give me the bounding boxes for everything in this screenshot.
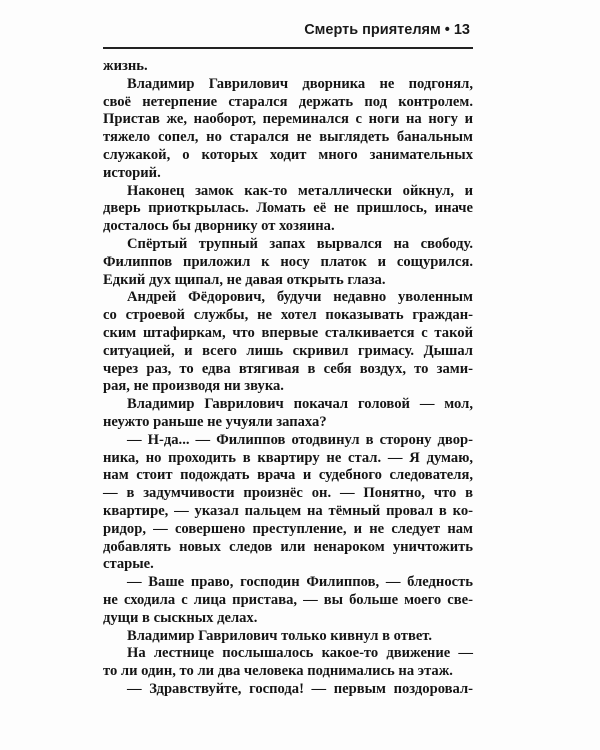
header-rule — [103, 47, 473, 49]
text-line: историй. — [103, 164, 161, 181]
text-line: через раз, то едва втягивая в себя воздух, то зами- — [103, 360, 473, 377]
text-line: жизнь. — [103, 58, 148, 74]
text-line: Владимир Гаврилович покачал головой — мол, — [127, 396, 473, 413]
text-line: Владимир Гаврилович дворника не подгонял, — [127, 75, 473, 92]
text-line: — Здравствуйте, господа! — первым поздоровал- — [127, 680, 473, 697]
text-line: добавлять новых следов или ненароком уничтожить — [103, 538, 473, 555]
text-line: неужто раньше не учуяли запаха? — [103, 413, 327, 430]
text-line: рая, не производя ни звука. — [103, 378, 284, 395]
text-line: Спёртый трупный запах вырвался на свободу. — [127, 235, 473, 252]
text-line: Владимир Гаврилович только кивнул в ответ. — [127, 627, 433, 644]
text-line: досталось бы дворнику от хозяина. — [103, 218, 335, 235]
text-line: дущи в сыскных делах. — [103, 609, 258, 626]
text-line: квартире, — указал пальцем на тёмный провал в ко- — [103, 502, 473, 519]
text-line: ситуацией, и всего лишь скривил гримасу. Дышал — [103, 342, 473, 359]
text-line: Едкий дух щипал, не давая открыть глаза. — [103, 271, 386, 288]
text-line: тяжело сопел, но старался не выглядеть банальным — [103, 129, 473, 146]
text-line: ским штафиркам, что впервые сталкивается с такой — [103, 324, 473, 341]
text-line: то ли один, то ли два человека поднимались на этаж. — [103, 663, 453, 680]
text-line: дверь приоткрылась. Ломать её не пришлось, иначе — [103, 200, 473, 217]
text-line: — Ваше право, господин Филиппов, — бледность — [127, 574, 473, 591]
text-line: На лестнице послышалось какое-то движение — — [127, 645, 473, 662]
text-line: Наконец замок как-то металлически ойкнул, и — [127, 182, 473, 199]
text-line: своё нетерпение старался держать под контролем. — [103, 93, 473, 110]
text-line: Филиппов приложил к носу платок и сощурился. — [103, 253, 473, 270]
text-line: Андрей Фёдорович, будучи недавно уволенным — [127, 289, 473, 306]
text-line: ридор, — совершено преступление, и не следует нам — [103, 520, 473, 537]
page-body-text — [103, 58, 473, 699]
text-line: Пристав же, наоборот, переминался с ноги на ногу и — [103, 111, 473, 128]
text-line: старые. — [103, 556, 154, 573]
text-line: — Н-да... — Филиппов отодвинул в сторону двор- — [127, 431, 473, 448]
running-header: Смерть приятелям • 13 — [304, 22, 470, 38]
text-line: нам стоит подождать врача и судебного следователя, — [103, 467, 473, 484]
text-line: — в задумчивости произнёс он. — Понятно, что в — [103, 485, 473, 502]
text-line: служакой, о которых ходит много занимательных — [103, 146, 473, 163]
text-line: не сходила с лица пристава, — вы больше моего све- — [103, 591, 473, 608]
text-line: ника, но проходить в квартиру не стал. — Я думаю, — [103, 449, 473, 466]
text-line: со строевой службы, не хотел показывать граждан- — [103, 307, 473, 324]
